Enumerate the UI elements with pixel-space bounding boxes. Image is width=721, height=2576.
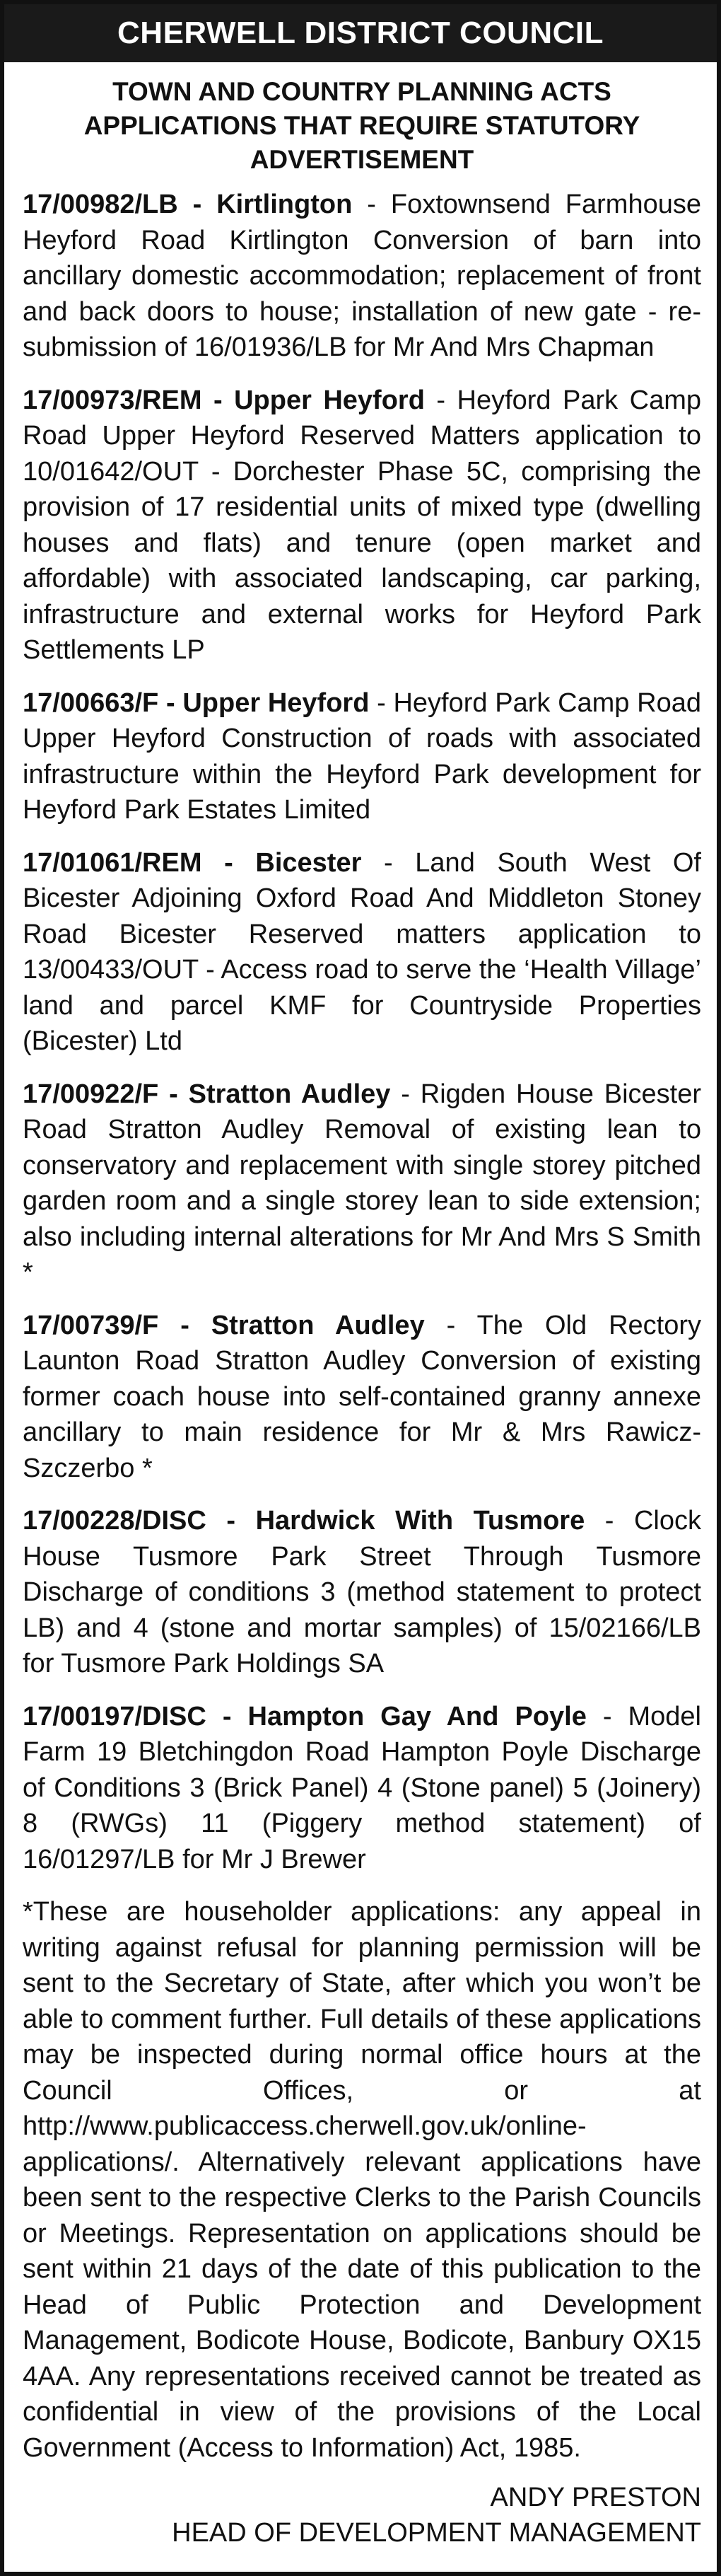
application-description: - Rigden House Bicester Road Stratton Audley Removal of existing lean to conservatory and replacement with single storey pitched garden room and a single storey lean to side extension; also including internal alterations for Mr And Mrs S Smith * [23, 1079, 701, 1287]
application-entry [23, 1308, 701, 1487]
application-description: - Heyford Park Camp Road Upper Heyford Reserved Matters application to 10/01642/OUT - Dorchester Phase 5C, comprising the provision of 17 residential units of mixed type (dwelling houses and flats) and tenure (open market and affordable) with associated landscaping, car parking, infrastructure and external works for Heyford Park Settlements LP [23, 385, 701, 665]
application-entry [23, 383, 701, 668]
application-entry [23, 1077, 701, 1291]
application-description: - Model Farm 19 Bletchingdon Road Hampton Poyle Discharge of Conditions 3 (Brick Panel) 4 (Stone panel) 5 (Joinery) 8 (RWGs) 11 (Piggery method statement) of 16/01297/LB for Mr J Brewer [23, 1701, 701, 1874]
householder-footnote: *These are householder applications: any appeal in writing against refusal for planning permission will be sent to the Secretary of State, after which you won’t be able to comment further. Full details of these applications may be inspected during normal office hours at the Council Offices, or at http://www.publicaccess.cherwell.gov.uk/online-applications/. Alternatively relevant applications have been sent to the respective Clerks to the Parish Councils or Meetings. Representation on applications should be sent within 21 days of the date of this publication to the Head of Public Protection and Development Management, Bodicote House, Bodicote, Banbury OX15 4AA. Any representations received cannot be treated as confidential in view of the provisions of the Local Government (Access to Information) Act, 1985. [23, 1897, 701, 2463]
application-description: - Foxtownsend Farmhouse Heyford Road Kirtlington Conversion of barn into ancillary domestic accommodation; replacement of front and back doors to house; installation of new gate - re-submission of 16/01936/LB for Mr And Mrs Chapman [23, 190, 701, 362]
application-description: - Land South West Of Bicester Adjoining Oxford Road And Middleton Stoney Road Bicester Reserved matters application to 13/00433/OUT - Access road to serve the ‘Health Village’ land and parcel KMF for Countryside Properties (Bicester) Ltd [23, 847, 701, 1056]
notice-heading [23, 75, 701, 177]
signoff-title: HEAD OF DEVELOPMENT MANAGEMENT [172, 2518, 701, 2548]
application-entry [23, 685, 701, 828]
council-banner: CHERWELL DISTRICT COUNCIL [4, 4, 717, 62]
application-entry [23, 187, 701, 366]
application-reference: 17/00663/F - Upper Heyford [23, 687, 370, 718]
application-reference: 17/01061/REM - Bicester [23, 847, 362, 878]
application-reference: 17/00739/F - Stratton Audley [23, 1310, 425, 1340]
signoff-name: ANDY PRESTON [490, 2483, 701, 2512]
application-description: - The Old Rectory Launton Road Stratton Audley Conversion of existing former coach house into self-contained granny annexe ancillary to main residence for Mr & Mrs Rawicz-Szczerbo * [23, 1310, 701, 1483]
signoff [23, 2480, 701, 2551]
application-entry [23, 845, 701, 1060]
application-reference: 17/00197/DISC - Hampton Gay And Poyle [23, 1701, 587, 1731]
application-entry [23, 1503, 701, 1682]
application-entry [23, 1699, 701, 1878]
application-description: - Clock House Tusmore Park Street Through Tusmore Discharge of conditions 3 (method statement to protect LB) and 4 (stone and mortar samples) of 15/02166/LB for Tusmore Park Holdings SA [23, 1506, 701, 1678]
heading-line-2: APPLICATIONS THAT REQUIRE STATUTORY [83, 111, 640, 140]
application-reference: 17/00973/REM - Upper Heyford [23, 385, 425, 415]
heading-line-1: TOWN AND COUNTRY PLANNING ACTS [112, 77, 611, 106]
heading-line-3: ADVERTISEMENT [250, 145, 474, 174]
application-reference: 17/00982/LB - Kirtlington [23, 190, 353, 219]
notice-content [4, 62, 717, 2551]
application-reference: 17/00228/DISC - Hardwick With Tusmore [23, 1506, 585, 1536]
application-reference: 17/00922/F - Stratton Audley [23, 1079, 391, 1109]
application-description: - Heyford Park Camp Road Upper Heyford Construction of roads with associated infrastructure within the Heyford Park development for Heyford Park Estates Limited [23, 687, 701, 825]
